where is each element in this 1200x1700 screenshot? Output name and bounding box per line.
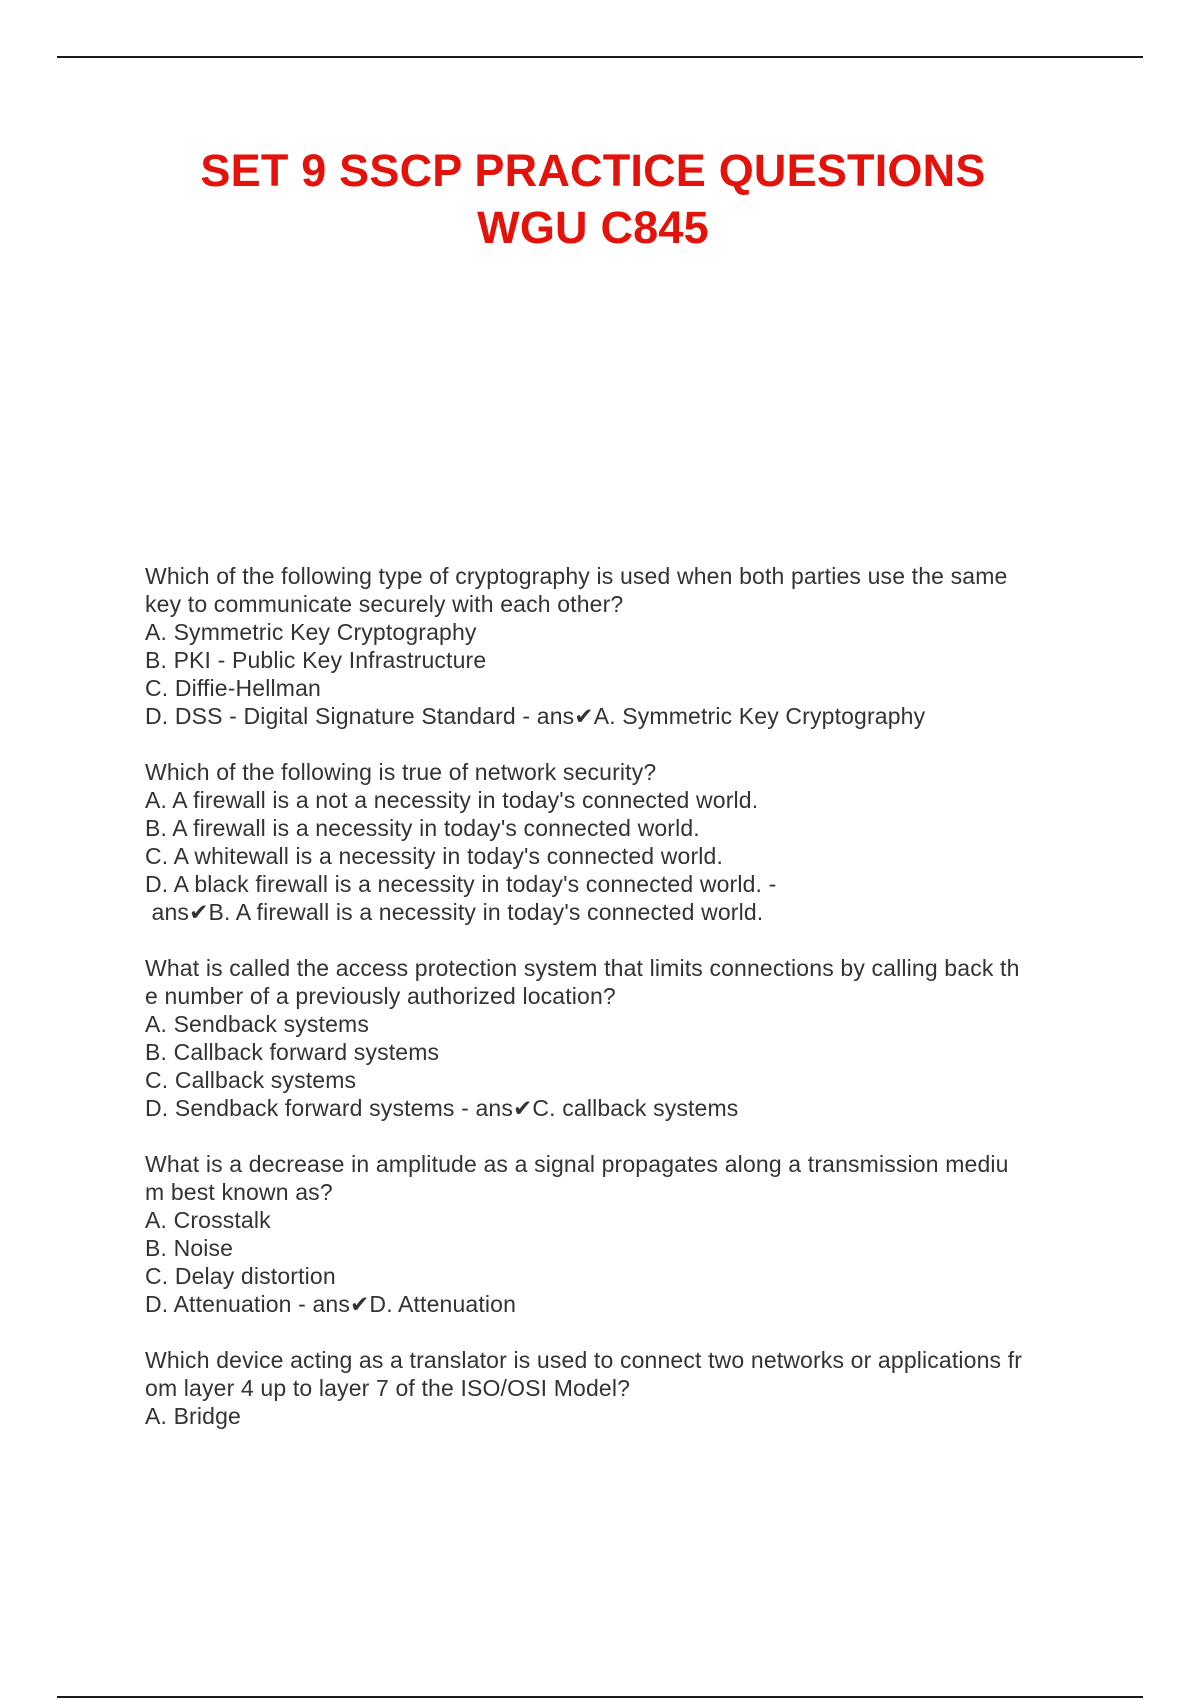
question-4-option-a: A. Crosstalk: [145, 1207, 271, 1233]
question-3-option-a: A. Sendback systems: [145, 1011, 370, 1037]
question-4-option-b: B. Noise: [145, 1235, 234, 1261]
question-1-option-d-answer: D. DSS - Digital Signature Standard - ans✔A. Symmetric Key Cryptography: [145, 703, 926, 729]
document-title: [0, 142, 1186, 256]
question-4-option-d-answer: D. Attenuation - ans✔D. Attenuation: [145, 1291, 517, 1317]
question-4: [145, 1150, 1095, 1318]
question-3-stem-line-1: What is called the access protection system that limits connections by calling back th: [145, 955, 1020, 981]
question-1: [145, 562, 1095, 730]
title-line-2: WGU C845: [477, 202, 709, 253]
question-5-stem-line-1: Which device acting as a translator is used to connect two networks or applications fr: [145, 1347, 1023, 1373]
question-3-option-b: B. Callback forward systems: [145, 1039, 440, 1065]
question-5: [145, 1346, 1095, 1430]
question-3-option-d-answer: D. Sendback forward systems - ans✔C. callback systems: [145, 1095, 739, 1121]
question-4-option-c: C. Delay distortion: [145, 1263, 336, 1289]
question-3-option-c: C. Callback systems: [145, 1067, 357, 1093]
question-2-option-c: C. A whitewall is a necessity in today's connected world.: [145, 843, 724, 869]
question-3: [145, 954, 1095, 1122]
question-2-option-b: B. A firewall is a necessity in today's connected world.: [145, 815, 700, 841]
questions-list: [145, 562, 1095, 1458]
question-4-stem-line-1: What is a decrease in amplitude as a signal propagates along a transmission mediu: [145, 1151, 1009, 1177]
question-2: [145, 758, 1095, 926]
question-1-stem-line-2: key to communicate securely with each other?: [145, 591, 624, 617]
top-rule: [57, 56, 1143, 58]
question-1-option-b: B. PKI - Public Key Infrastructure: [145, 647, 487, 673]
question-2-option-a: A. A firewall is a not a necessity in today's connected world.: [145, 787, 759, 813]
bottom-rule: [57, 1696, 1143, 1698]
question-2-answer: ans✔B. A firewall is a necessity in today's connected world.: [145, 899, 764, 925]
question-3-stem-line-2: e number of a previously authorized location?: [145, 983, 616, 1009]
question-5-stem-line-2: om layer 4 up to layer 7 of the ISO/OSI Model?: [145, 1375, 631, 1401]
question-5-option-a: A. Bridge: [145, 1403, 241, 1429]
question-1-option-c: C. Diffie-Hellman: [145, 675, 321, 701]
question-1-option-a: A. Symmetric Key Cryptography: [145, 619, 477, 645]
title-line-1: SET 9 SSCP PRACTICE QUESTIONS: [200, 145, 986, 196]
question-4-stem-line-2: m best known as?: [145, 1179, 333, 1205]
question-2-stem: Which of the following is true of network security?: [145, 759, 657, 785]
question-1-stem-line-1: Which of the following type of cryptography is used when both parties use the same: [145, 563, 1008, 589]
question-2-option-d: D. A black firewall is a necessity in today's connected world. -: [145, 871, 777, 897]
